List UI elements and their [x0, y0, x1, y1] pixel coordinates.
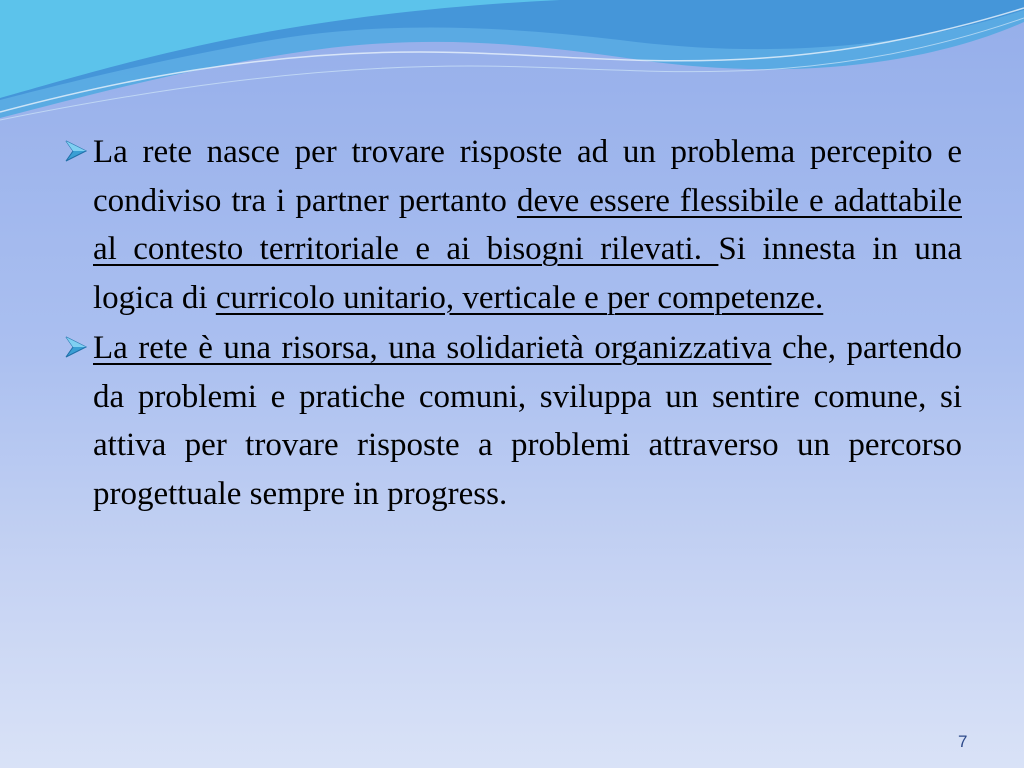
bullet-1-text-underlined: deve essere flessibile e adattabile al contesto territoriale e ai bisogni rilevati.	[93, 182, 962, 267]
bullet-1-text-underlined-2: curricolo unitario, verticale e per competenze.	[215, 279, 824, 316]
bullet-item-1	[64, 128, 962, 322]
bullet-item-2	[64, 324, 962, 518]
slide-body	[64, 128, 962, 520]
page-number: 7	[958, 732, 968, 751]
bullet-1-text-plain-2: Si innesta in una logica di	[93, 231, 963, 316]
bullet-2-text-underlined: La rete è una risorsa, una solidarietà organizzativa	[93, 330, 772, 366]
arrow-bullet-icon	[64, 334, 90, 360]
bullet-1-text-plain: La rete nasce per trovare risposte ad un problema percepito e condiviso tra i partner pertanto	[93, 134, 962, 219]
wave-header-decoration	[0, 0, 1024, 140]
bullet-2-text-plain: che, partendo da problemi e pratiche comuni, sviluppa un sentire comune, si attiva per trovare risposte a problemi attraverso un percorso progettuale sempre in progress.	[93, 330, 962, 512]
arrow-bullet-icon	[64, 138, 90, 164]
